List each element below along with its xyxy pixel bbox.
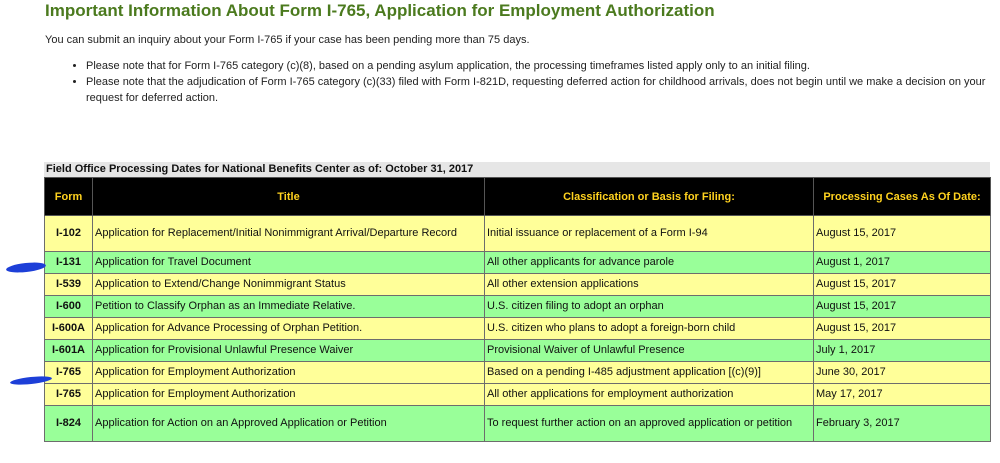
note-item: • Please note that the adjudication of Form I-765 category (c)(33) filed with Form I-821D, requesting deferred action for childhood arrivals, does not begin until we make a decision on your request for deferred action. (86, 74, 991, 106)
intro-text: You can submit an inquiry about your Form I-765 if your case has been pending more than 75 days. (45, 34, 530, 46)
form-title: Application for Employment Authorization (93, 362, 485, 384)
header-title: Title (93, 178, 485, 216)
table-row (45, 274, 991, 296)
form-title: Application for Replacement/Initial Nonimmigrant Arrival/Departure Record (93, 216, 485, 252)
form-classification: U.S. citizen who plans to adopt a foreign-born child (485, 318, 814, 340)
form-number: I-824 (45, 406, 93, 442)
form-number: I-600 (45, 296, 93, 318)
header-date: Processing Cases As Of Date: (814, 178, 991, 216)
note-item: • Please note that for Form I-765 category (c)(8), based on a pending asylum application, the processing timeframes listed apply only to an initial filing. (86, 58, 991, 74)
form-number: I-600A (45, 318, 93, 340)
form-classification: Provisional Waiver of Unlawful Presence (485, 340, 814, 362)
form-number: I-102 (45, 216, 93, 252)
processing-date: May 17, 2017 (814, 384, 991, 406)
table-row (45, 296, 991, 318)
table-row (45, 384, 991, 406)
form-classification: Based on a pending I-485 adjustment application [(c)(9)] (485, 362, 814, 384)
table-row (45, 406, 991, 442)
form-title: Application for Travel Document (93, 252, 485, 274)
header-form: Form (45, 178, 93, 216)
processing-date: June 30, 2017 (814, 362, 991, 384)
header-classification: Classification or Basis for Filing: (485, 178, 814, 216)
table-row (45, 362, 991, 384)
form-classification: All other extension applications (485, 274, 814, 296)
form-classification: All other applications for employment authorization (485, 384, 814, 406)
processing-date: August 15, 2017 (814, 216, 991, 252)
table-header-row (45, 178, 991, 216)
form-number: I-131 (45, 252, 93, 274)
processing-date: August 1, 2017 (814, 252, 991, 274)
form-title: Petition to Classify Orphan as an Immediate Relative. (93, 296, 485, 318)
table-caption: Field Office Processing Dates for National Benefits Center as of: October 31, 2017 (44, 162, 990, 177)
notes-list (70, 58, 991, 106)
form-title: Application for Employment Authorization (93, 384, 485, 406)
form-number: I-765 (45, 362, 93, 384)
processing-table-container (44, 162, 990, 442)
form-number: I-601A (45, 340, 93, 362)
form-title: Application for Provisional Unlawful Presence Waiver (93, 340, 485, 362)
processing-date: August 15, 2017 (814, 318, 991, 340)
processing-date: August 15, 2017 (814, 296, 991, 318)
processing-date: August 15, 2017 (814, 274, 991, 296)
highlight-marker-mark (6, 261, 47, 274)
form-number: I-765 (45, 384, 93, 406)
table-row (45, 340, 991, 362)
form-number: I-539 (45, 274, 93, 296)
processing-date: February 3, 2017 (814, 406, 991, 442)
table-row (45, 318, 991, 340)
table-row (45, 216, 991, 252)
form-classification: To request further action on an approved application or petition (485, 406, 814, 442)
page-title: Important Information About Form I-765, Application for Employment Authorization (45, 1, 715, 20)
processing-date: July 1, 2017 (814, 340, 991, 362)
form-classification: All other applicants for advance parole (485, 252, 814, 274)
form-classification: U.S. citizen filing to adopt an orphan (485, 296, 814, 318)
table-row (45, 252, 991, 274)
form-title: Application for Advance Processing of Orphan Petition. (93, 318, 485, 340)
form-classification: Initial issuance or replacement of a Form I-94 (485, 216, 814, 252)
processing-dates-table (44, 177, 991, 442)
form-title: Application for Action on an Approved Application or Petition (93, 406, 485, 442)
form-title: Application to Extend/Change Nonimmigrant Status (93, 274, 485, 296)
